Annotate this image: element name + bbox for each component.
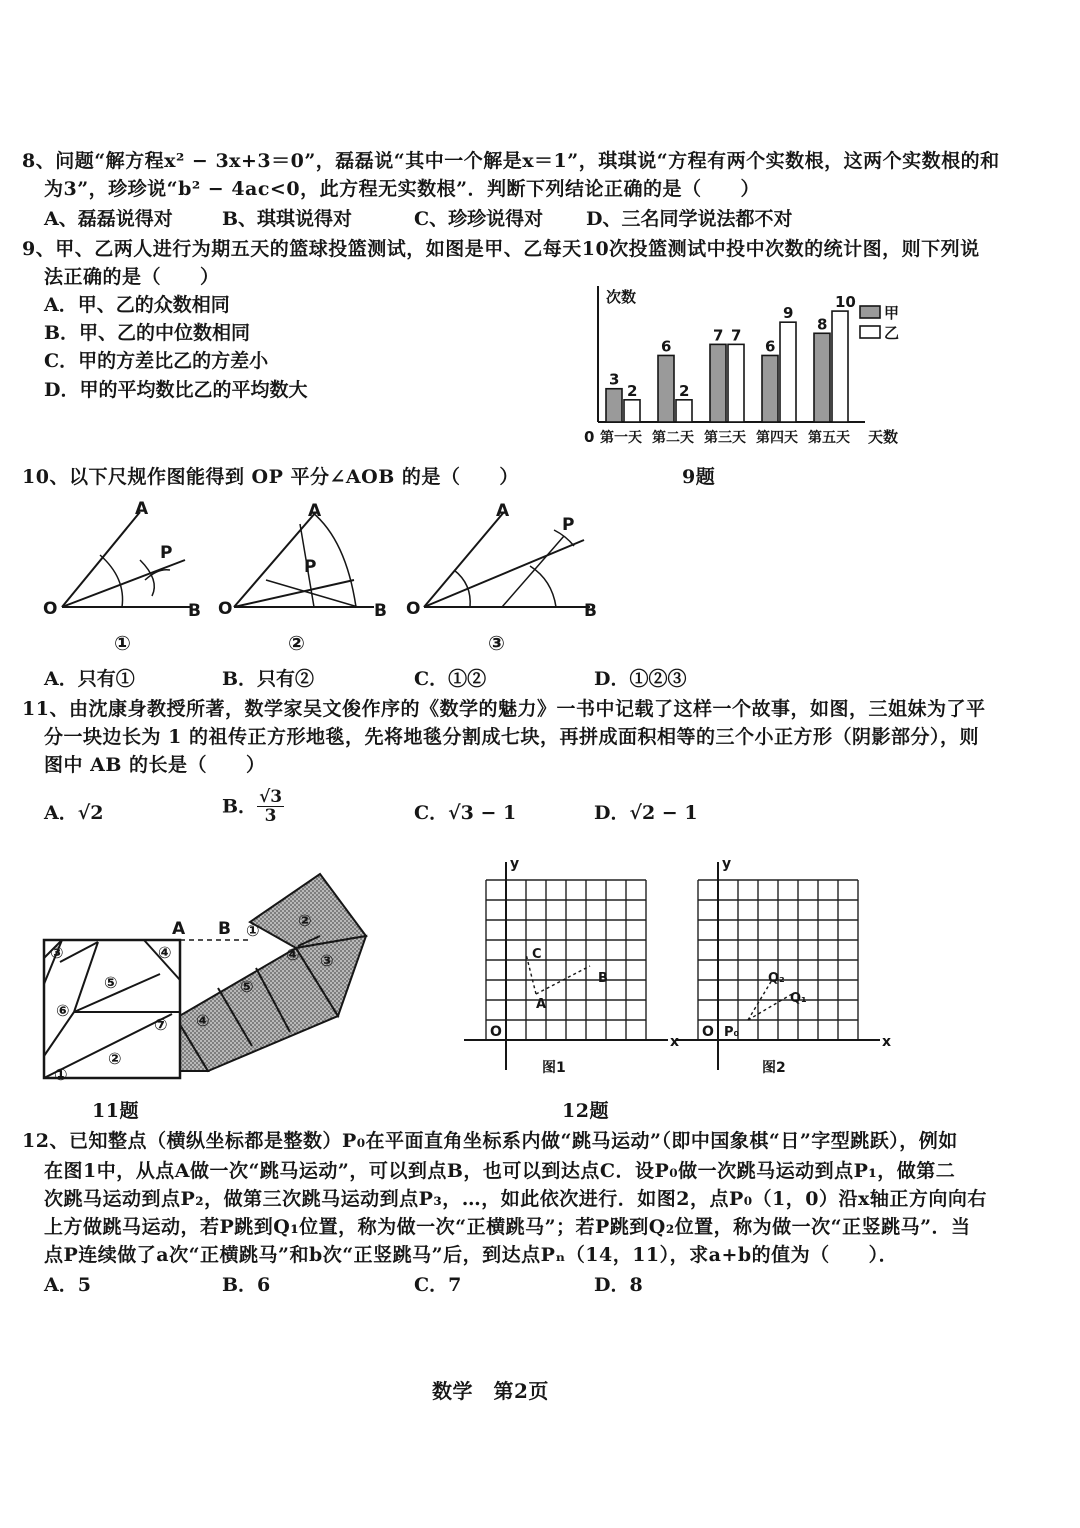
fig3-label-p: P — [562, 515, 575, 535]
q9-option-a: A．甲、乙的众数相同 — [44, 294, 230, 316]
fig3-label-b: B — [584, 601, 597, 621]
piece-5-label-left: ⑤ — [104, 973, 118, 992]
bar-value-label: 7 — [713, 326, 724, 345]
y-axis-label: y — [722, 856, 732, 872]
chart-origin-label: 0 — [584, 428, 595, 446]
bar-value-label: 9 — [783, 304, 794, 323]
q10-option-b: B．只有② — [222, 668, 315, 690]
legend-label-甲: 甲 — [884, 304, 900, 322]
point-q2-label: Q₂ — [768, 971, 785, 986]
fig3-label-o: O — [406, 599, 421, 619]
q12-line4: 上方做跳马运动，若P跳到Q₁位置，称为做一次“正横跳马”；若P跳到Q₂位置，称为做一次“正竖跳马”．当 — [44, 1216, 971, 1238]
bar-乙-第四天 — [780, 322, 796, 422]
bar-甲-第五天 — [814, 333, 830, 422]
piece-3-label-left: ③ — [50, 943, 64, 962]
q12-line3: 次跳马运动到点P₂，做第三次跳马运动到点P₃，…，如此依次进行．如图2，点P₀（1，0）沿x轴正方向向右 — [44, 1188, 987, 1210]
q12-line5: 点P连续做了a次“正横跳马”和b次“正竖跳马”后，到达点Pₙ（14，11），求a+b的值为（ ）． — [44, 1244, 899, 1266]
q12-option-d: D．8 — [594, 1274, 643, 1296]
x-axis-label: x — [670, 1034, 680, 1050]
q8-line2: 为3”，珍珍说“b² − 4ac<0，此方程无实数根”．判断下列结论正确的是（ ） — [44, 178, 761, 200]
fig1-label-b: B — [188, 601, 201, 621]
q10-option-c: C．①② — [414, 668, 487, 690]
piece-4-label-left: ④ — [158, 943, 172, 962]
x-axis-label: x — [882, 1034, 892, 1050]
fig1-label-p: P — [160, 543, 173, 563]
fig2-label-p: P — [304, 557, 317, 577]
figure-2-caption: 图2 — [762, 1060, 786, 1076]
q12-figure-1-grid — [480, 844, 680, 1076]
piece-1-label-left: ① — [54, 1065, 68, 1084]
q12-line1: 12、已知整点（横纵坐标都是整数）P₀在平面直角坐标系内做“跳马运动”（即中国象棋“日”字型跳跃），例如 — [22, 1130, 958, 1152]
q9-option-c: C．甲的方差比乙的方差小 — [44, 350, 269, 372]
piece-6-label: ⑥ — [56, 1001, 70, 1020]
fig2-label-o: O — [218, 599, 233, 619]
bar-value-label: 3 — [609, 370, 620, 389]
q9-line2: 法正确的是（ ） — [44, 266, 220, 288]
bar-乙-第一天 — [624, 400, 640, 422]
q12-caption: 12题 — [562, 1100, 609, 1122]
fig1-number: ① — [114, 631, 131, 655]
bar-value-label: 7 — [731, 326, 742, 345]
point-a-label: A — [536, 997, 547, 1012]
point-b-label: B — [598, 971, 608, 986]
point-a-label: A — [172, 919, 186, 939]
fig2-label-b: B — [374, 601, 387, 621]
chart-y-axis-label: 次数 — [606, 288, 637, 306]
q10-option-a: A．只有① — [44, 668, 135, 690]
q8-line1: 8、问题“解方程x² − 3x+3＝0”，磊磊说“其中一个解是x＝1”，琪琪说“方程有两个实数根，这两个实数根的和 — [22, 150, 1000, 172]
q11-option-d: D．√2 − 1 — [594, 802, 698, 824]
category-tick-label: 第二天 — [652, 430, 694, 446]
piece-1-label-shaded: ① — [246, 921, 260, 940]
bar-value-label: 6 — [661, 337, 672, 356]
q12-option-a: A．5 — [44, 1274, 91, 1296]
q10-figure-3 — [404, 500, 604, 660]
q10-figure-2 — [216, 500, 396, 660]
q8-option-d: D、三名同学说法都不对 — [586, 208, 793, 230]
piece-2-label-left: ② — [108, 1049, 122, 1068]
q11-figure — [40, 866, 380, 1086]
legend-swatch-甲 — [860, 306, 880, 318]
jump-path-to-q1 — [748, 994, 792, 1020]
bar-甲-第二天 — [658, 355, 674, 422]
q8-option-c: C、珍珍说得对 — [414, 208, 544, 230]
piece-4-label-shaded: ④ — [196, 1011, 210, 1030]
q11-option-b-fraction: $\frac{√3}{3}$ — [259, 787, 283, 826]
bar-value-label: 8 — [817, 315, 828, 334]
bar-甲-第四天 — [762, 355, 778, 422]
point-c-label: C — [532, 947, 542, 962]
category-tick-label: 第一天 — [600, 430, 642, 446]
fig1-label-a: A — [135, 499, 149, 519]
q11-line3: 图中 AB 的长是（ ） — [44, 754, 266, 776]
bar-乙-第三天 — [728, 344, 744, 422]
figure-1-caption: 图1 — [542, 1060, 566, 1076]
legend-swatch-乙 — [860, 326, 880, 338]
piece-2-label-shaded: ② — [298, 911, 312, 930]
bar-value-label: 2 — [679, 381, 690, 400]
q9-caption: 9题 — [682, 466, 716, 488]
q11-option-a: A．√2 — [44, 802, 104, 824]
q10-figure-1 — [40, 500, 210, 660]
q12-figure-2-grid — [676, 844, 906, 1074]
bar-甲-第三天 — [710, 344, 726, 422]
q12-line2: 在图1中，从点A做一次“跳马运动”，可以到点B，也可以到达点C．设P₀做一次跳马运动到点P₁，做第二 — [44, 1160, 956, 1182]
q11-line1: 11、由沈康身教授所著，数学家吴文俊作序的《数学的魅力》一书中记载了这样一个故事，如图，三姐妹为了平 — [22, 698, 986, 720]
bar-乙-第五天 — [832, 311, 848, 422]
fig1-label-o: O — [43, 599, 58, 619]
category-tick-label: 第三天 — [704, 430, 746, 446]
piece-3-label-right: ③ — [320, 951, 334, 970]
chart-legend — [860, 304, 899, 342]
q11-line2: 分一块边长为 1 的祖传正方形地毯，先将地毯分割成七块，再拼成面积相等的三个小正方形（阴影部分），则 — [44, 726, 979, 748]
category-tick-label: 第四天 — [756, 430, 798, 446]
fig3-label-a: A — [496, 501, 510, 521]
fig3-number: ③ — [488, 631, 505, 655]
category-tick-label: 第五天 — [808, 430, 850, 446]
fig2-label-a: A — [308, 501, 322, 521]
bar-乙-第二天 — [676, 400, 692, 422]
bar-value-label: 10 — [835, 293, 856, 312]
piece-5-label-shaded: ⑤ — [240, 977, 254, 996]
origin-label: O — [490, 1024, 502, 1040]
q9-option-d: D．甲的平均数比乙的平均数大 — [44, 379, 308, 401]
origin-label: O — [702, 1024, 714, 1040]
point-p0-label: P₀ — [724, 1025, 740, 1040]
q11-caption: 11题 — [92, 1100, 139, 1122]
q9-option-b: B．甲、乙的中位数相同 — [44, 322, 251, 344]
q8-option-a: A、磊磊说得对 — [44, 208, 173, 230]
q12-option-b: B．6 — [222, 1274, 271, 1296]
y-axis-label: y — [510, 856, 520, 872]
point-b-label: B — [218, 919, 231, 939]
legend-label-乙: 乙 — [884, 324, 900, 342]
chart-bars — [606, 311, 848, 422]
bar-甲-第一天 — [606, 389, 622, 422]
piece-4-label-right: ④ — [286, 945, 300, 964]
q9-bar-chart — [580, 280, 910, 450]
q10-option-d: D．①②③ — [594, 668, 687, 690]
q11-option-b: B． $\frac{√3}{3}$ — [222, 787, 283, 826]
bar-value-label: 6 — [765, 337, 776, 356]
piece-7-label: ⑦ — [154, 1015, 168, 1034]
q8-option-b: B、琪琪说得对 — [222, 208, 353, 230]
bar-value-label: 2 — [627, 381, 638, 400]
q12-option-c: C．7 — [414, 1274, 462, 1296]
chart-x-axis-label: 天数 — [868, 428, 899, 446]
q9-line1: 9、甲、乙两人进行为期五天的篮球投篮测试，如图是甲、乙每天10次投篮测试中投中次数的统计图，则下列说 — [22, 238, 980, 260]
point-q1-label: Q₁ — [790, 991, 807, 1006]
fig2-number: ② — [288, 631, 305, 655]
q11-option-c: C．√3 − 1 — [414, 802, 517, 824]
page-footer: 数学 第2页 — [432, 1379, 549, 1403]
q10-stem: 10、以下尺规作图能得到 OP 平分∠AOB 的是（ ） — [22, 466, 519, 488]
